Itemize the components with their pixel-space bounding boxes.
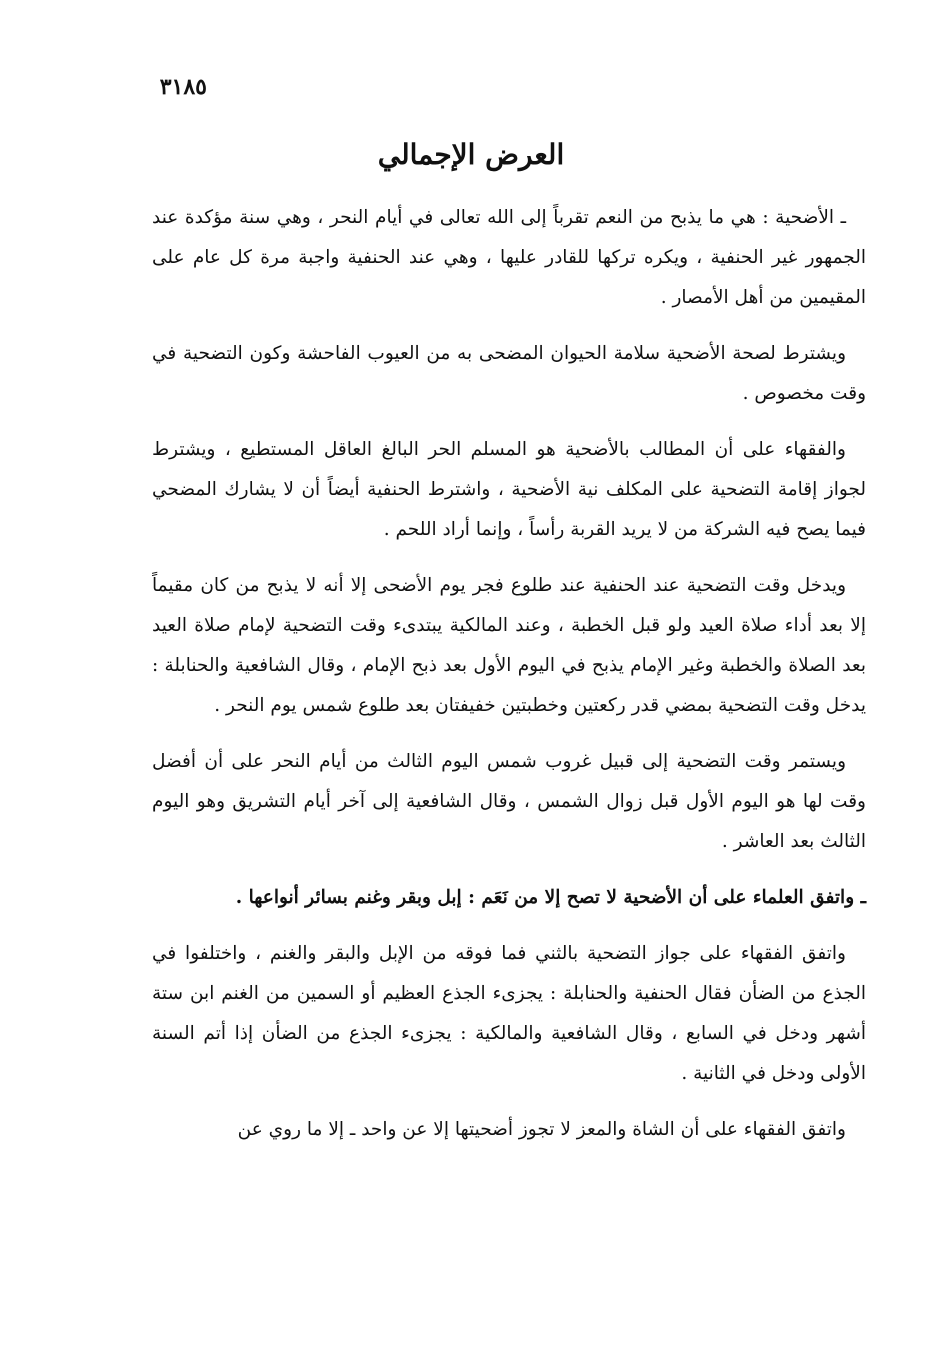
- paragraph-end-time: ويستمر وقت التضحية إلى قبيل غروب شمس اليوم الثالث من أيام النحر على أن أفضل وقت لها هو اليوم الأول قبل زوال الشمس ، وقال الشافعية إلى آخر أيام التشريق وهو اليوم الثالث بعد العاشر .: [152, 751, 866, 852]
- section-title: العرض الإجمالي: [377, 138, 565, 171]
- body-text: [152, 198, 866, 1150]
- paragraph-age-requirements: واتفق الفقهاء على جواز التضحية بالثني فما فوقه من الإبل والبقر والغنم ، واختلفوا في الجذع من الضأن فقال الحنفية والحنابلة : يجزىء الجذع العظيم أو السمين من الغنم ابن ستة أشهر ودخل في السابع ، وقال الشافعية والمالكية : يجزىء الجذع من الضأن إذا أتم السنة الأولى ودخل في الثانية .: [152, 943, 866, 1084]
- paragraph-definition: ـ الأضحية : هي ما يذبح من النعم تقرباً إلى الله تعالى في أيام النحر ، وهي سنة مؤكدة عند الجمهور غير الحنفية ، ويكره تركها للقادر عليها ، وهي عند الحنفية واجبة مرة كل عام على المقيمين من أهل الأمصار .: [152, 207, 866, 308]
- paragraph-obligated-person: والفقهاء على أن المطالب بالأضحية هو المسلم الحر البالغ العاقل المستطيع ، ويشترط لجواز إقامة التضحية على المكلف نية الأضحية ، واشترط الحنفية أيضاً أن لا يشارك المضحي فيما يصح فيه الشركة من لا يريد القربة رأساً ، وإنما أراد اللحم .: [152, 439, 866, 540]
- paragraph-animal-types: ـ واتفق العلماء على أن الأضحية لا تصح إلا من نَعَم : إبل وبقر وغنم بسائر أنواعها .: [235, 887, 866, 908]
- page-number: ٣١٨٥: [159, 74, 207, 100]
- paragraph-conditions: ويشترط لصحة الأضحية سلامة الحيوان المضحى به من العيوب الفاحشة وكون التضحية في وقت مخصوص .: [152, 343, 866, 404]
- paragraph-sheep-goat: واتفق الفقهاء على أن الشاة والمعز لا تجوز أضحيتها إلا عن واحد ـ إلا ما روي عن: [237, 1119, 846, 1140]
- paragraph-start-time: ويدخل وقت التضحية عند الحنفية عند طلوع فجر يوم الأضحى إلا أنه لا يذبح من كان مقيماً إلا بعد أداء صلاة العيد ولو قبل الخطبة ، وعند المالكية يبتدىء وقت التضحية لإمام صلاة العيد بعد الصلاة والخطبة وغير الإمام يذبح في اليوم الأول بعد ذبح الإمام ، وقال الشافعية والحنابلة : يدخل وقت التضحية بمضي قدر ركعتين وخطبتين خفيفتان بعد طلوع شمس يوم النحر .: [152, 575, 866, 716]
